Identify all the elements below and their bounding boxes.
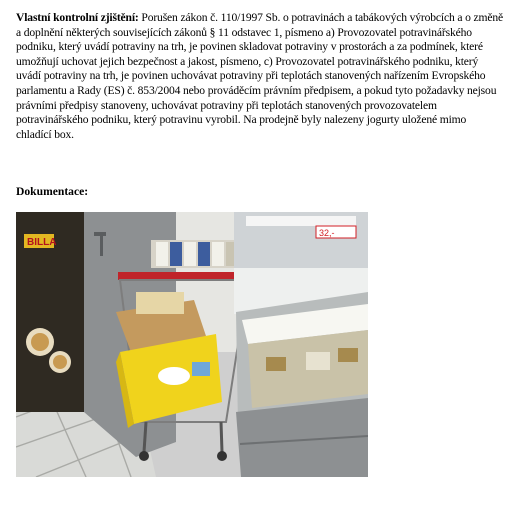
price-tag: 32,- <box>319 228 335 238</box>
poster-logo: BILLA <box>27 237 57 248</box>
finding-label: Vlastní kontrolní zjištění: <box>16 11 139 24</box>
documentation-photo <box>16 212 368 477</box>
documentation-heading: Dokumentace: <box>16 185 89 198</box>
finding-text: Porušen zákon č. 110/1997 Sb. o potravinách a tabákových výrobcích a o změně a doplnění některých souvisejících zákonů § 11 odstavec 1, písmeno a) Provozovatel potravinářského podniku, který uvádí potraviny na trh, je povinen skladovat potraviny v prostorách a za podmínek, které umožňují uchovat jejich bezpečnost a jakost, písmeno, c) Provozovatel potravinářského podniku, který uvádí potraviny na trh, je povinen uchovávat potraviny při teplotách stanovených nařízením Evropského parlamentu a Rady (ES) č. 853/2004 nebo prováděcím právním předpisem, a pokud tyto požadavky nejsou právními předpisy stanoveny, uchovávat potraviny při teplotách stanovených provozovatelem potravinářského podniku, který potravinu vyrobil. Na prodejně byly nalezeny jogurty uložené mimo chladící box. <box>16 11 504 141</box>
inspection-finding <box>16 11 504 142</box>
